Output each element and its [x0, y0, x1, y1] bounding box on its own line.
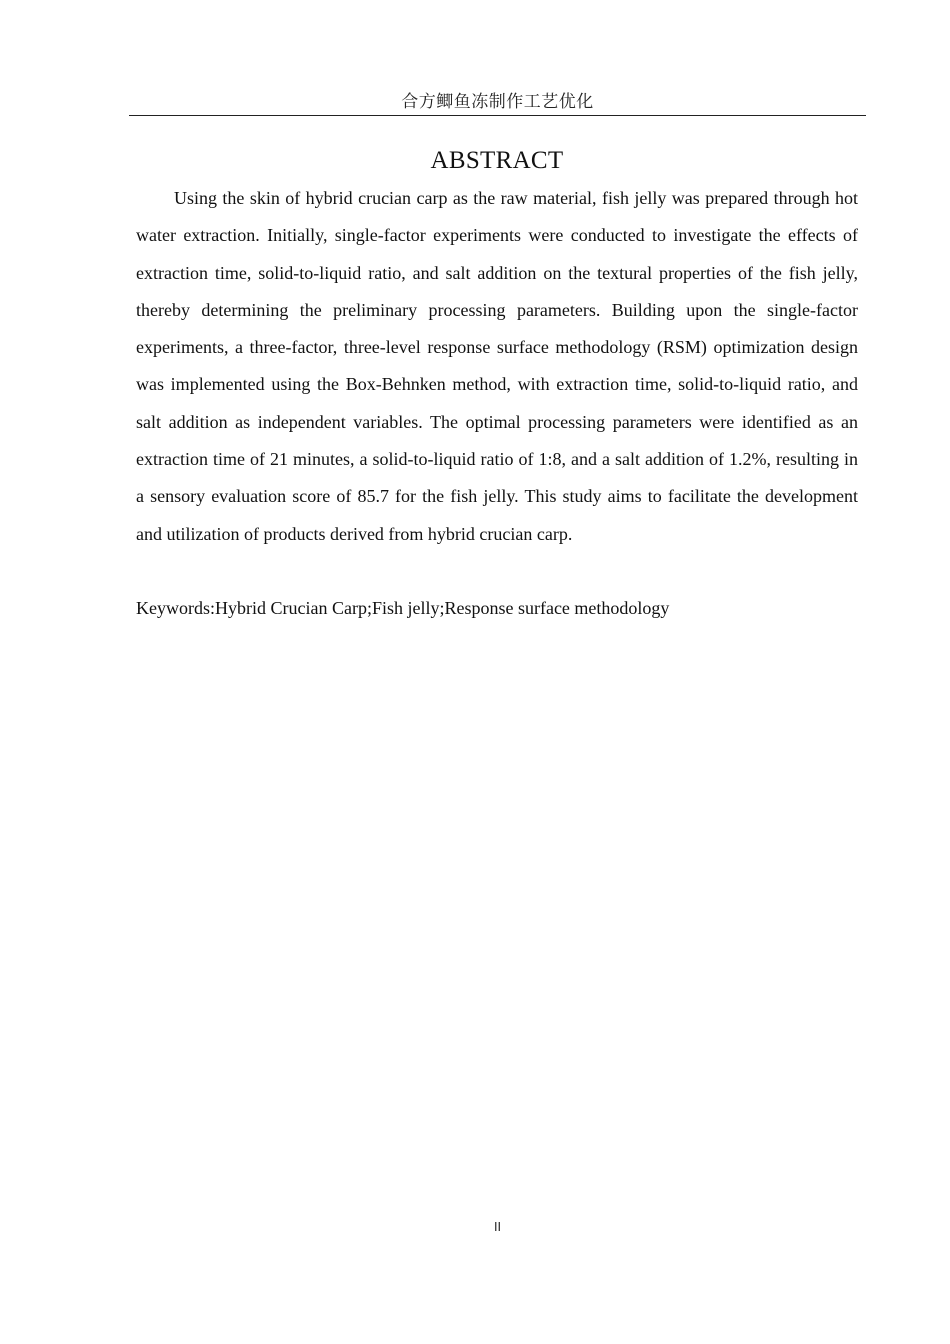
- abstract-body: Using the skin of hybrid crucian carp as the raw material, fish jelly was prepared through hot water extraction. Initially, single-factor experiments were conducted to investigate the effects of extraction time, solid-to-liquid ratio, and salt addition on the textural properties of the fish jelly, thereby determining the preliminary processing parameters. Building upon the single-factor experiments, a three-factor, three-level response surface methodology (RSM) optimization design was implemented using the Box-Behnken method, with extraction time, solid-to-liquid ratio, and salt addition as independent variables. The optimal processing parameters were identified as an extraction time of 21 minutes, a solid-to-liquid ratio of 1:8, and a salt addition of 1.2%, resulting in a sensory evaluation score of 85.7 for the fish jelly. This study aims to facilitate the development and utilization of products derived from hybrid crucian carp.: [136, 188, 858, 544]
- keywords: Keywords:Hybrid Crucian Carp;Fish jelly;Response surface methodology: [136, 598, 670, 618]
- page-header: [129, 90, 866, 116]
- page-number: II: [493, 1220, 502, 1234]
- abstract-title: ABSTRACT: [430, 147, 564, 174]
- running-title: 合方鲫鱼冻制作工艺优化: [401, 92, 594, 112]
